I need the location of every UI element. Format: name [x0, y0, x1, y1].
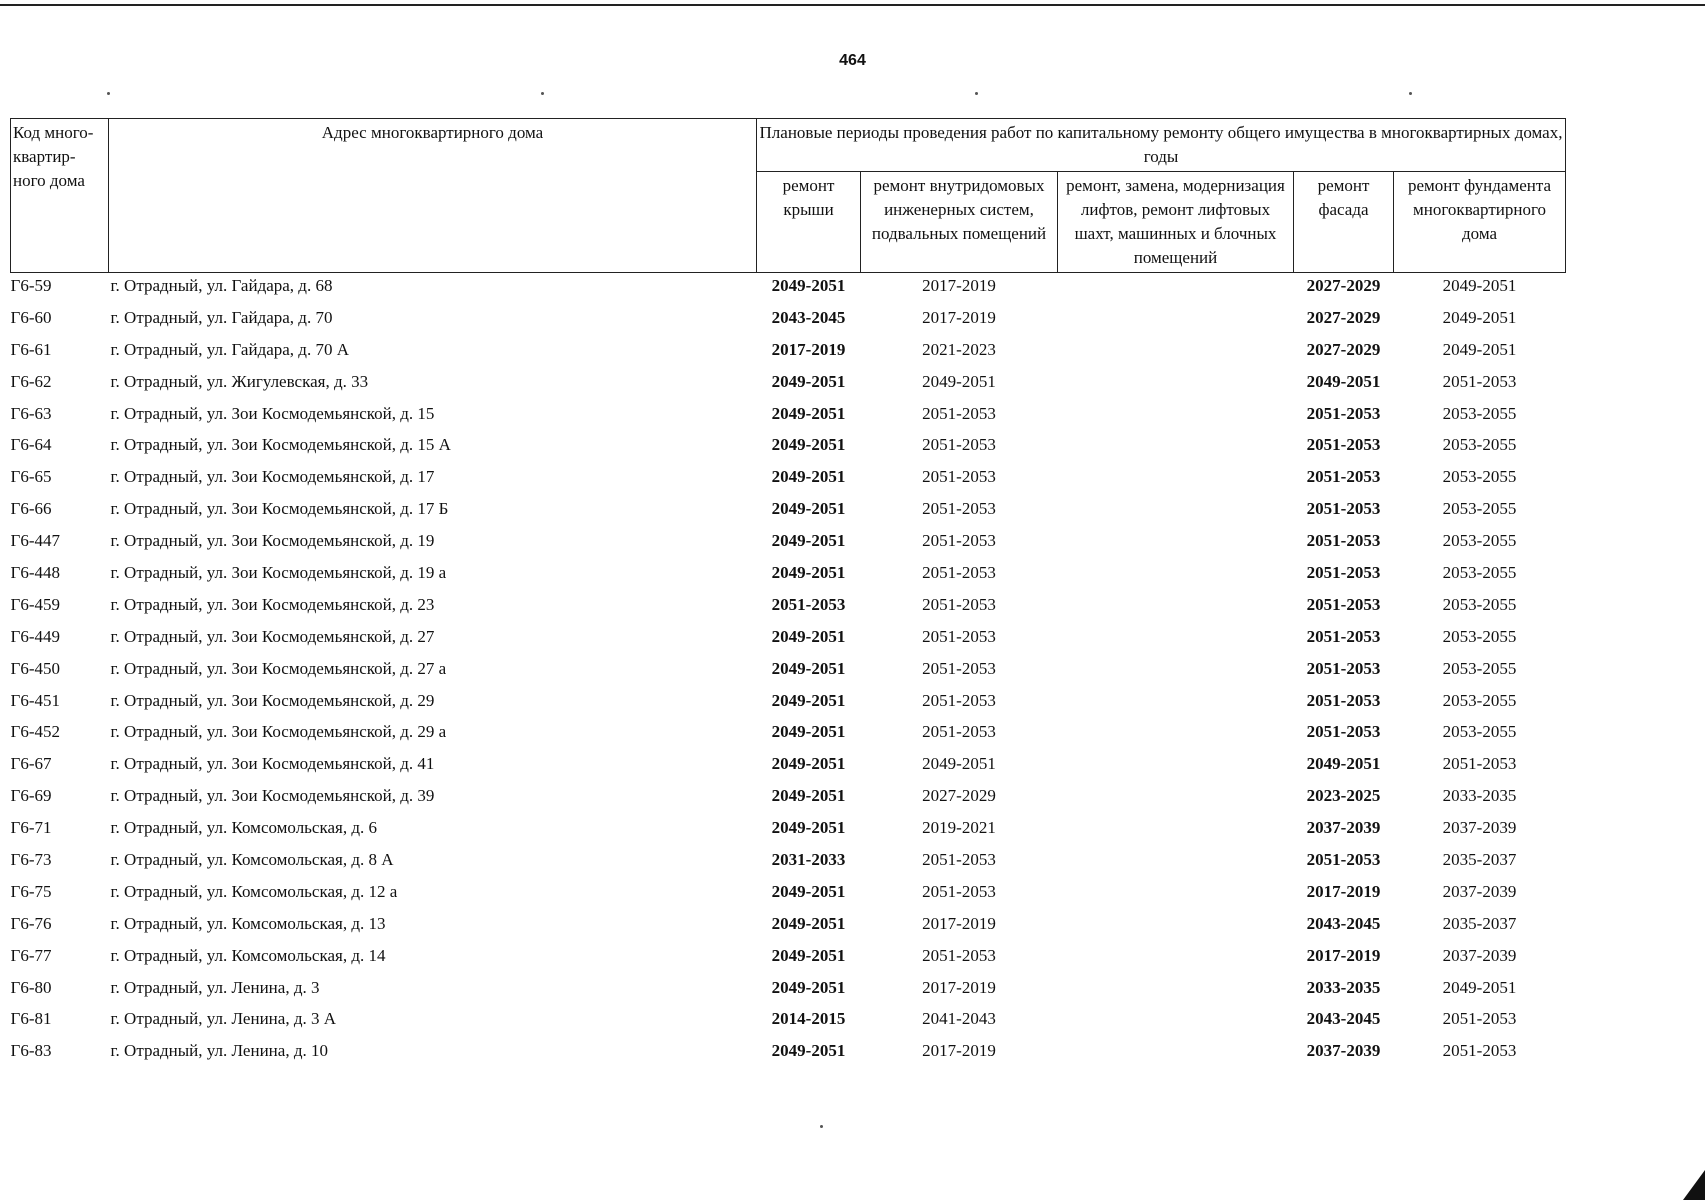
page-number: 464 [839, 52, 866, 69]
row-roof-period: 2031-2033 [771, 850, 846, 870]
row-engineering-period: 2017-2019 [922, 1041, 996, 1061]
row-roof-period: 2049-2051 [771, 786, 846, 806]
row-address: г. Отрадный, ул. Гайдара, д. 70 А [110, 339, 349, 359]
row-lifts-period [1058, 688, 1294, 720]
header-address: Адрес многоквартирного дома [109, 119, 757, 273]
table-row [11, 464, 1566, 496]
row-facade-period: 2051-2053 [1306, 722, 1381, 742]
scan-corner-mark [1683, 1170, 1705, 1200]
row-foundation-period: 2053-2055 [1442, 690, 1517, 710]
row-lifts-period [1058, 305, 1294, 337]
row-address: г. Отрадный, ул. Зои Космодемьянской, д. 15 А [110, 435, 451, 455]
row-foundation-period: 2051-2053 [1442, 754, 1517, 774]
table-row [11, 1006, 1566, 1038]
row-foundation-period: 2051-2053 [1442, 1041, 1517, 1061]
row-foundation-period: 2053-2055 [1442, 722, 1517, 742]
row-engineering-period: 2051-2053 [922, 499, 996, 519]
row-engineering-period: 2049-2051 [922, 371, 996, 391]
row-code: Г6-75 [10, 881, 52, 901]
row-roof-period: 2049-2051 [771, 754, 846, 774]
row-address: г. Отрадный, ул. Комсомольская, д. 12 а [110, 881, 398, 901]
row-engineering-period: 2051-2053 [922, 467, 996, 487]
row-address: г. Отрадный, ул. Зои Космодемьянской, д. 29 а [110, 722, 447, 742]
row-address: г. Отрадный, ул. Зои Космодемьянской, д. 41 [110, 754, 435, 774]
header-periods-group: Плановые периоды проведения работ по капитальному ремонту общего имущества в многоквартирных домах, годы [757, 119, 1566, 172]
row-lifts-period [1058, 815, 1294, 847]
row-facade-period: 2043-2045 [1306, 1009, 1381, 1029]
row-address: г. Отрадный, ул. Зои Космодемьянской, д. 29 [110, 690, 435, 710]
row-address: г. Отрадный, ул. Ленина, д. 3 А [110, 1009, 336, 1029]
row-code: Г6-76 [10, 913, 52, 933]
table-row [11, 656, 1566, 688]
row-address: г. Отрадный, ул. Зои Космодемьянской, д. 19 [110, 531, 435, 551]
row-engineering-period: 2017-2019 [922, 307, 996, 327]
row-roof-period: 2014-2015 [771, 1009, 846, 1029]
row-code: Г6-63 [10, 403, 52, 423]
row-facade-period: 2051-2053 [1306, 690, 1381, 710]
row-code: Г6-448 [10, 563, 60, 583]
table-row [11, 273, 1566, 305]
table-row [11, 401, 1566, 433]
row-code: Г6-69 [10, 786, 52, 806]
row-engineering-period: 2017-2019 [922, 276, 996, 295]
header-facade: ремонт фасада [1294, 172, 1394, 273]
row-facade-period: 2051-2053 [1306, 403, 1381, 423]
row-code: Г6-65 [10, 467, 52, 487]
row-lifts-period [1058, 560, 1294, 592]
row-facade-period: 2051-2053 [1306, 658, 1381, 678]
table-row [11, 975, 1566, 1007]
row-roof-period: 2049-2051 [771, 913, 846, 933]
header-engineering: ремонт внутридомовых инженерных систем, подвальных помещений [861, 172, 1058, 273]
row-address: г. Отрадный, ул. Гайдара, д. 68 [110, 276, 333, 295]
row-address: г. Отрадный, ул. Комсомольская, д. 14 [110, 945, 386, 965]
table-row [11, 528, 1566, 560]
row-facade-period: 2051-2053 [1306, 850, 1381, 870]
row-code: Г6-59 [10, 276, 52, 295]
table-row [11, 879, 1566, 911]
scan-speck [975, 92, 978, 95]
row-code: Г6-450 [10, 658, 60, 678]
table-body [11, 273, 1566, 1071]
row-roof-period: 2049-2051 [771, 881, 846, 901]
row-roof-period: 2049-2051 [771, 818, 846, 838]
header-foundation: ремонт фундамента многоквартирного дома [1394, 172, 1566, 273]
row-foundation-period: 2053-2055 [1442, 499, 1517, 519]
row-code: Г6-447 [10, 531, 60, 551]
table-row [11, 688, 1566, 720]
row-engineering-period: 2051-2053 [922, 435, 996, 455]
scan-speck [820, 1125, 823, 1128]
row-roof-period: 2049-2051 [771, 403, 846, 423]
row-foundation-period: 2053-2055 [1442, 594, 1517, 614]
table-row [11, 432, 1566, 464]
row-lifts-period [1058, 847, 1294, 879]
row-foundation-period: 2049-2051 [1442, 276, 1517, 295]
row-foundation-period: 2053-2055 [1442, 563, 1517, 583]
row-lifts-period [1058, 911, 1294, 943]
row-foundation-period: 2037-2039 [1442, 881, 1517, 901]
row-facade-period: 2051-2053 [1306, 499, 1381, 519]
row-facade-period: 2051-2053 [1306, 467, 1381, 487]
row-foundation-period: 2053-2055 [1442, 403, 1517, 423]
row-roof-period: 2049-2051 [771, 371, 846, 391]
row-engineering-period: 2051-2053 [922, 722, 996, 742]
row-lifts-period [1058, 656, 1294, 688]
row-code: Г6-459 [10, 594, 60, 614]
row-roof-period: 2049-2051 [771, 467, 846, 487]
header-lifts: ремонт, замена, модернизация лифтов, ремонт лифтовых шахт, машинных и блочных помещений [1058, 172, 1294, 273]
row-roof-period: 2049-2051 [771, 658, 846, 678]
table-row [11, 624, 1566, 656]
row-facade-period: 2051-2053 [1306, 435, 1381, 455]
row-facade-period: 2051-2053 [1306, 563, 1381, 583]
row-lifts-period [1058, 943, 1294, 975]
row-engineering-period: 2049-2051 [922, 754, 996, 774]
row-lifts-period [1058, 496, 1294, 528]
row-address: г. Отрадный, ул. Гайдара, д. 70 [110, 307, 333, 327]
row-roof-period: 2049-2051 [771, 276, 846, 295]
row-foundation-period: 2049-2051 [1442, 307, 1517, 327]
row-lifts-period [1058, 369, 1294, 401]
row-foundation-period: 2035-2037 [1442, 913, 1517, 933]
row-engineering-period: 2051-2053 [922, 531, 996, 551]
row-address: г. Отрадный, ул. Зои Космодемьянской, д. 23 [110, 594, 435, 614]
table-row [11, 305, 1566, 337]
row-facade-period: 2027-2029 [1306, 339, 1381, 359]
row-facade-period: 2033-2035 [1306, 977, 1381, 997]
table-row [11, 496, 1566, 528]
row-engineering-period: 2041-2043 [922, 1009, 996, 1029]
row-lifts-period [1058, 719, 1294, 751]
row-address: г. Отрадный, ул. Зои Космодемьянской, д. 39 [110, 786, 435, 806]
row-engineering-period: 2051-2053 [922, 690, 996, 710]
row-code: Г6-452 [10, 722, 60, 742]
row-code: Г6-83 [10, 1041, 52, 1061]
row-foundation-period: 2053-2055 [1442, 435, 1517, 455]
row-address: г. Отрадный, ул. Комсомольская, д. 13 [110, 913, 386, 933]
row-engineering-period: 2051-2053 [922, 945, 996, 965]
top-border-line [0, 4, 1705, 6]
row-engineering-period: 2017-2019 [922, 913, 996, 933]
row-foundation-period: 2037-2039 [1442, 818, 1517, 838]
row-engineering-period: 2051-2053 [922, 594, 996, 614]
row-address: г. Отрадный, ул. Зои Космодемьянской, д. 15 [110, 403, 435, 423]
scan-speck [107, 92, 110, 95]
row-roof-period: 2049-2051 [771, 690, 846, 710]
row-roof-period: 2049-2051 [771, 435, 846, 455]
row-foundation-period: 2053-2055 [1442, 626, 1517, 646]
row-address: г. Отрадный, ул. Комсомольская, д. 8 А [110, 850, 394, 870]
table-row [11, 369, 1566, 401]
table-row [11, 560, 1566, 592]
row-engineering-period: 2051-2053 [922, 850, 996, 870]
row-engineering-period: 2051-2053 [922, 658, 996, 678]
row-address: г. Отрадный, ул. Жигулевская, д. 33 [110, 371, 369, 391]
row-facade-period: 2027-2029 [1306, 276, 1381, 295]
row-facade-period: 2049-2051 [1306, 371, 1381, 391]
row-engineering-period: 2021-2023 [922, 339, 996, 359]
row-engineering-period: 2019-2021 [922, 818, 996, 838]
row-lifts-period [1058, 624, 1294, 656]
row-engineering-period: 2051-2053 [922, 881, 996, 901]
row-roof-period: 2051-2053 [771, 594, 846, 614]
row-engineering-period: 2051-2053 [922, 563, 996, 583]
table-row [11, 1038, 1566, 1070]
row-code: Г6-77 [10, 945, 52, 965]
row-foundation-period: 2049-2051 [1442, 977, 1517, 997]
row-facade-period: 2037-2039 [1306, 1041, 1381, 1061]
row-code: Г6-80 [10, 977, 52, 997]
row-facade-period: 2051-2053 [1306, 594, 1381, 614]
row-code: Г6-64 [10, 435, 52, 455]
row-address: г. Отрадный, ул. Зои Космодемьянской, д. 19 а [110, 563, 447, 583]
table-row [11, 592, 1566, 624]
row-foundation-period: 2037-2039 [1442, 945, 1517, 965]
row-code: Г6-61 [10, 339, 52, 359]
row-lifts-period [1058, 592, 1294, 624]
row-code: Г6-62 [10, 371, 52, 391]
row-engineering-period: 2051-2053 [922, 403, 996, 423]
scan-speck [541, 92, 544, 95]
row-roof-period: 2049-2051 [771, 626, 846, 646]
row-roof-period: 2049-2051 [771, 499, 846, 519]
row-roof-period: 2017-2019 [771, 339, 846, 359]
table-row [11, 751, 1566, 783]
header-code: Код много-квартир-ного дома [11, 119, 109, 273]
row-lifts-period [1058, 751, 1294, 783]
row-roof-period: 2049-2051 [771, 945, 846, 965]
row-foundation-period: 2053-2055 [1442, 467, 1517, 487]
row-foundation-period: 2051-2053 [1442, 1009, 1517, 1029]
row-lifts-period [1058, 1038, 1294, 1070]
row-lifts-period [1058, 273, 1294, 305]
row-lifts-period [1058, 1006, 1294, 1038]
table-row [11, 337, 1566, 369]
row-lifts-period [1058, 432, 1294, 464]
row-engineering-period: 2051-2053 [922, 626, 996, 646]
row-facade-period: 2037-2039 [1306, 818, 1381, 838]
row-facade-period: 2051-2053 [1306, 531, 1381, 551]
row-lifts-period [1058, 879, 1294, 911]
table-row [11, 719, 1566, 751]
row-lifts-period [1058, 975, 1294, 1007]
row-foundation-period: 2053-2055 [1442, 531, 1517, 551]
row-code: Г6-81 [10, 1009, 52, 1029]
row-code: Г6-451 [10, 690, 60, 710]
row-facade-period: 2051-2053 [1306, 626, 1381, 646]
row-code: Г6-67 [10, 754, 52, 774]
row-address: г. Отрадный, ул. Зои Космодемьянской, д. 27 а [110, 658, 447, 678]
row-facade-period: 2023-2025 [1306, 786, 1381, 806]
row-code: Г6-60 [10, 307, 52, 327]
row-foundation-period: 2033-2035 [1442, 786, 1517, 806]
row-roof-period: 2049-2051 [771, 563, 846, 583]
row-facade-period: 2049-2051 [1306, 754, 1381, 774]
row-code: Г6-73 [10, 850, 52, 870]
scan-speck [1409, 92, 1412, 95]
row-code: Г6-449 [10, 626, 60, 646]
row-facade-period: 2027-2029 [1306, 307, 1381, 327]
row-code: Г6-71 [10, 818, 52, 838]
row-address: г. Отрадный, ул. Ленина, д. 10 [110, 1041, 328, 1061]
row-address: г. Отрадный, ул. Зои Космодемьянской, д. 27 [110, 626, 435, 646]
row-roof-period: 2049-2051 [771, 722, 846, 742]
row-lifts-period [1058, 401, 1294, 433]
row-engineering-period: 2017-2019 [922, 977, 996, 997]
row-roof-period: 2049-2051 [771, 531, 846, 551]
table-row [11, 943, 1566, 975]
row-foundation-period: 2051-2053 [1442, 371, 1517, 391]
table-header [11, 119, 1566, 273]
table-row [11, 815, 1566, 847]
row-roof-period: 2049-2051 [771, 1041, 846, 1061]
row-address: г. Отрадный, ул. Зои Космодемьянской, д. 17 [110, 467, 435, 487]
row-lifts-period [1058, 528, 1294, 560]
row-facade-period: 2017-2019 [1306, 945, 1381, 965]
row-lifts-period [1058, 464, 1294, 496]
row-facade-period: 2043-2045 [1306, 913, 1381, 933]
row-roof-period: 2049-2051 [771, 977, 846, 997]
table-row [11, 783, 1566, 815]
row-facade-period: 2017-2019 [1306, 881, 1381, 901]
table-row [11, 911, 1566, 943]
capital-repair-table [10, 118, 1566, 1070]
header-roof: ремонт крыши [757, 172, 861, 273]
row-foundation-period: 2049-2051 [1442, 339, 1517, 359]
row-code: Г6-66 [10, 499, 52, 519]
row-engineering-period: 2027-2029 [922, 786, 996, 806]
row-lifts-period [1058, 783, 1294, 815]
row-roof-period: 2043-2045 [771, 307, 846, 327]
row-address: г. Отрадный, ул. Ленина, д. 3 [110, 977, 320, 997]
row-address: г. Отрадный, ул. Комсомольская, д. 6 [110, 818, 377, 838]
row-foundation-period: 2053-2055 [1442, 658, 1517, 678]
table-row [11, 847, 1566, 879]
row-foundation-period: 2035-2037 [1442, 850, 1517, 870]
row-address: г. Отрадный, ул. Зои Космодемьянской, д. 17 Б [110, 499, 449, 519]
row-lifts-period [1058, 337, 1294, 369]
